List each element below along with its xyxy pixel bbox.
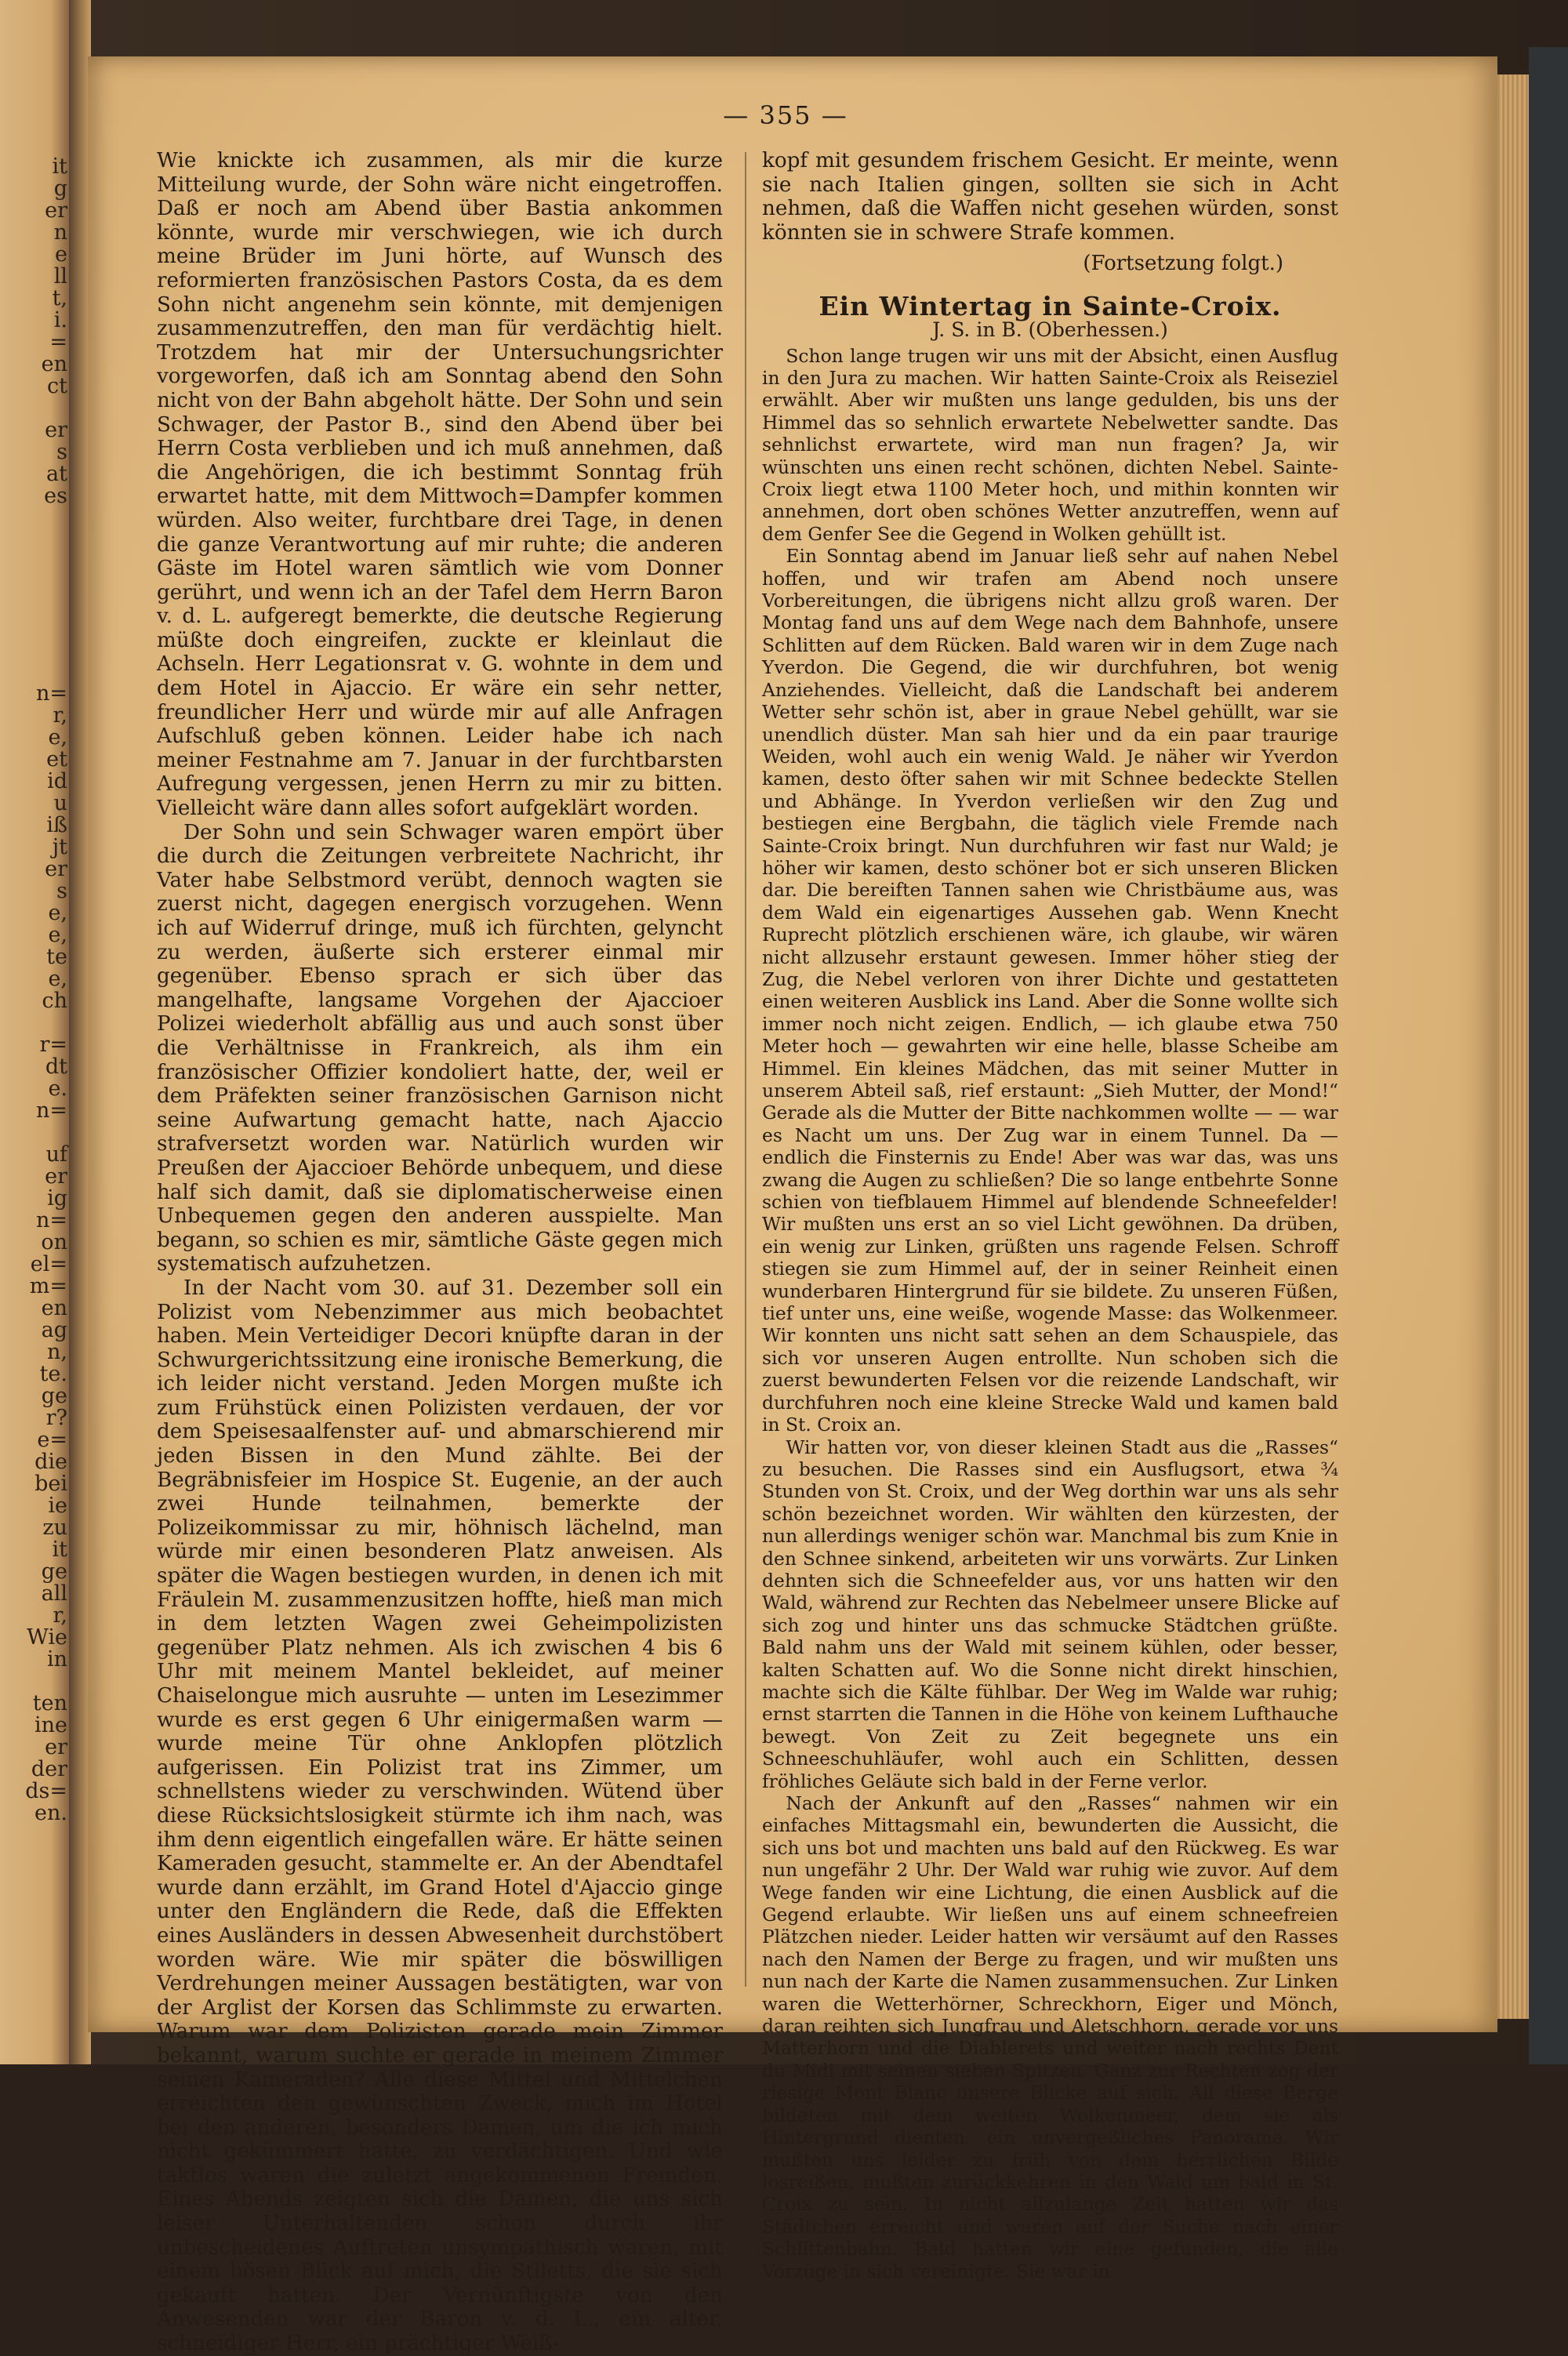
facing-page-fragment: te. xyxy=(39,1362,67,1386)
right-paragraph-3: Wir hatten vor, von dieser kleinen Stadt aus die „Rasses“ zu besuchen. Die Rasses sind ein Ausflugsort, etwa ¾ Stunden von St. Croix, und der Weg dorthin war uns als sehr schön bezeichnet worden. Wir wählten den kürzesten, der nun allerdings weniger schön war. Manchmal bis zum Knie in den Schnee sinkend, arbeiteten wir uns vorwärts. Zur Linken dehnten sich die Schneefelder aus, vor uns hatten wir den Wald, während zur Rechten das Nebelmeer unsere Blicke auf sich zog und hinter uns das schmucke Städtchen grüßte. Bald nahm uns der Wald mit seinem kühlen, oder besser, kalten Schatten auf. Wo die Sonne nicht direkt hinschien, machte sich die Kälte fühlbar. Der Weg im Walde war ruhig; ernst starrten die Tannen in die Höhe von keinem Lufthauche bewegt. Von Zeit zu Zeit begegnete uns ein Schneeschuhläufer, wohl auch ein Schlitten, dessen fröhliches Geläute sich bald in der Ferne verlor. xyxy=(762,1436,1338,1792)
facing-page-fragment: n, xyxy=(47,1340,67,1364)
book-cover-edge xyxy=(1529,47,1568,2064)
facing-page-fragment: e xyxy=(55,242,67,267)
facing-page-fragment: te xyxy=(46,945,67,969)
facing-page-fragment: all xyxy=(41,1581,67,1606)
facing-page-fragment: on xyxy=(41,1230,67,1254)
facing-page-fragment: ct xyxy=(47,374,67,398)
facing-page-fragment: ie xyxy=(48,1494,67,1518)
facing-page-fragment: zu xyxy=(42,1516,67,1540)
facing-page-fragment: ge xyxy=(41,1559,67,1584)
facing-page-fragment: er xyxy=(45,1735,67,1759)
facing-page-fragment: e= xyxy=(37,1428,67,1452)
facing-page-fragment: iß xyxy=(46,813,67,837)
facing-page-fragment: g xyxy=(53,176,67,201)
facing-page-fragment: i. xyxy=(53,308,67,332)
facing-page-fragment: er xyxy=(45,198,67,223)
facing-page-fragment: it xyxy=(52,1537,67,1562)
facing-page-fragment: ge xyxy=(41,1384,67,1408)
left-paragraph-3: In der Nacht vom 30. auf 31. Dezember soll ein Polizist vom Nebenzimmer aus mich beobachtet haben. Mein Verteidiger Decori knüpfte daran in der Schwurgerichtssitzung eine ironische Bemerkung, die ich leider nicht verstand. Jeden Morgen mußte ich zum Frühstück einen Polizisten verdauen, der vor dem Speisesaalfenster auf- und abmarschierend mir jeden Bissen in den Mund zählte. Bei der Begräbnisfeier im Hospice St. Eugenie, an der auch zwei Hunde teilnahmen, bemerkte der Polizeikommissar zu mir, höhnisch lächelnd, man würde mir einen besonderen Platz anweisen. Als später die Wagen bestiegen wurden, in denen ich mit Fräulein M. zusammenzusitzen hoffte, hieß man mich in dem letzten Wagen zwei Geheimpolizisten gegenüber Platz nehmen. Als ich zwischen 4 bis 6 Uhr mit meinem Mantel bekleidet, auf meiner Chaiselongue mich ausruhte — unten im Lesezimmer wurde es erst gegen 6 Uhr einigermaßen warm — wurde meine Tür ohne Anklopfen plötzlich aufgerissen. Ein Polizist trat ins Zimmer, um schnellstens wieder zu verschwinden. Wütend über diese Rücksichtslosigkeit stürmte ich ihm nach, was ihm denn eigentlich eingefallen wäre. Er hätte seinen Kameraden gesucht, stammelte er. An der Abendtafel wurde dann erzählt, im Grand Hotel d'Ajaccio ginge unter den Engländern die Rede, daß die Effekten eines Ausländers in dessen Abwesenheit durchstöbert worden wäre. Wie mir später die böswilligen Verdrehungen meiner Aussagen bestätigten, war von der Arglist der Korsen das Schlimmste zu erwarten. Warum war dem Polizisten gerade mein Zimmer bekannt, warum suchte er gerade in meinem Zimmer seinen Kameraden? Alle diese Mittel und Mittelchen erreichten den gewünschten Zweck, mich im Hotel bei den anderen, besonders Damen, um die ich mich nicht gekümmert hatte, zu verdächtigen. Und wie taktlos waren die zuletzt angekommenen Fremden. Eines Abends zeigten sich die Damen, die uns sich leiser Unterhaltenden schon durch ihr unbescheidenes Auftreten unsympathisch waren, mit einem bösen Blick auf mich, die Stiletts, die sie sich gekauft hatten. Der Vernünftigste von den Anwesenden war der Baron v. d. L., ein alter, schneidiger Herr, ein prächtiger Weiß- xyxy=(157,1276,723,2356)
facing-page-fragment: n xyxy=(53,220,67,245)
to-be-continued-note: (Fortsetzung folgt.) xyxy=(1083,252,1283,276)
page-number: — 355 — xyxy=(723,100,848,130)
facing-page-fragment: er xyxy=(45,418,67,442)
facing-page-fragment: ag xyxy=(41,1318,67,1342)
facing-page-fragment: r= xyxy=(39,1033,67,1057)
facing-page-fragment: ten xyxy=(32,1691,67,1715)
facing-page-fragment: e, xyxy=(48,967,67,991)
article-byline: J. S. in B. (Oberhessen.) xyxy=(932,318,1168,342)
facing-page-fragment: ig xyxy=(47,1186,67,1211)
article-title: Ein Wintertag in Sainte-Croix. xyxy=(818,290,1282,321)
facing-page-fragment: n= xyxy=(35,1098,67,1123)
right-paragraph-2: Ein Sonntag abend im Januar ließ sehr auf nahen Nebel hoffen, und wir trafen am Abend noch unsere Vorbereitungen, die übrigens nicht allzu groß waren. Der Montag fand uns auf dem Wege nach dem Bahnhofe, unsere Schlitten auf dem Rücken. Bald waren wir in dem Zuge nach Yverdon. Die Gegend, die wir durchfuhren, bot wenig Anziehendes. Vielleicht, daß die Landschaft bei anderem Wetter sehr schön ist, aber in graue Nebel gehüllt, war sie unendlich düster. Man sah hier und da ein paar traurige Weiden, wohl auch ein wenig Wald. Je näher wir Yverdon kamen, desto öfter sahen wir mit Schnee bedeckte Stellen und Abhänge. In Yverdon verließen wir den Zug und bestiegen eine Bergbahn, die täglich viele Fremde nach Sainte-Croix bringt. Nun durchfuhren wir fast nur Wald; je höher wir kamen, desto schöner bot er sich unseren Blicken dar. Die bereiften Tannen sahen wie Christbäume aus, was dem Wald ein eigenartiges Aussehen gab. Wenn Knecht Ruprecht plötzlich erschienen wäre, ich glaube, wir wären nicht allzusehr erstaunt gewesen. Immer höher stieg der Zug, die Nebel verloren von ihrer Dichte und gestatteten einen weiteren Ausblick ins Land. Aber die Sonne wollte sich immer noch nicht zeigen. Endlich, — ich glaube etwa 750 Meter hoch — gewahrten wir eine helle, blasse Scheibe am Himmel. Ein kleines Mädchen, das mit seiner Mutter in unserem Abteil saß, rief erstaunt: „Sieh Mutter, der Mond!“ Gerade als die Mutter der Bitte nachkommen wollte — — war es Nacht um uns. Der Zug war in einem Tunnel. Da — endlich die Finsternis zu Ende! Aber was war das, was uns zwang die Augen zu schließen? Die so lange entbehrte Sonne schien von tiefblauem Himmel auf blendende Schneefelder! Wir mußten uns erst an so viel Licht gewöhnen. Da drüben, ein wenig zur Linken, grüßten uns ragende Felsen. Schroff stiegen sie zum Himmel auf, der in seiner Reinheit einen wunderbaren Hintergrund für sie bildete. Zu unseren Füßen, tief unter uns, eine weiße, wogende Masse: das Wolkenmeer. Wir konnten uns nicht satt sehen an dem Schauspiele, das sich vor unseren Augen entrollte. Nun schoben sich die zuerst bewunderten Felsen vor die reizende Landschaft, wir durchfuhren noch eine kleine Strecke Wald und kamen bald in St. Croix an. xyxy=(762,545,1338,1436)
continuation-paragraph: kopf mit gesundem frischem Gesicht. Er meinte, wenn sie nach Italien gingen, sollten sie sich in Acht nehmen, daß die Waffen nicht gesehen würden, sonst könnten sie in schwere Strafe kommen. xyxy=(762,149,1338,245)
facing-page-fragment: et xyxy=(46,747,67,771)
facing-page-fragment: die xyxy=(34,1450,67,1474)
facing-page-fragment: uf xyxy=(45,1142,67,1167)
facing-page-fragment: Wie xyxy=(27,1625,67,1650)
newspaper-page xyxy=(88,56,1497,2356)
facing-page-fragment: e. xyxy=(48,1076,67,1101)
facing-page-fragment: en xyxy=(41,352,67,376)
facing-page-fragment: bei xyxy=(34,1472,67,1496)
facing-page-fragment: e, xyxy=(48,901,67,925)
facing-page-fragment: it xyxy=(52,154,67,179)
facing-page-fragment: er xyxy=(45,857,67,881)
left-paragraph-1: Wie knickte ich zusammen, als mir die kurze Mitteilung wurde, der Sohn wäre nicht eingetroffen. Daß er noch am Abend über Bastia ankommen könnte, wurde mir verschwiegen, wie ich durch meine Brüder im Juni hörte, auf Wunsch des reformierten französischen Pastors Costa, da es dem Sohn nicht angenehm sein könnte, mit demjenigen zusammenzutreffen, den man für verdächtig hielt. Trotzdem hat mir der Untersuchungsrichter vorgeworfen, daß ich am Sonntag abend den Sohn nicht von der Bahn abgeholt hätte. Der Sohn und sein Schwager, der Pastor B., sind den Abend über bei Herrn Costa verblieben und ich muß annehmen, daß die Angehörigen, die ich bestimmt Sonntag früh erwartet hatte, mit dem Mittwoch=Dampfer kommen würden. Also weiter, furchtbare drei Tage, in denen die ganze Verantwortung auf mir ruhte; die anderen Gäste im Hotel waren sämtlich wie vom Donner gerührt, und wenn ich an der Tafel dem Herrn Baron v. d. L. aufgeregt bemerkte, die deutsche Regierung müßte doch eingreifen, zuckte er kleinlaut die Achseln. Herr Legationsrat v. G. wohnte in dem und dem Hotel in Ajaccio. Er wäre ein sehr netter, freundlicher Herr und würde mir auf alle Anfragen Aufschluß geben können. Leider habe ich nach meiner Festnahme am 7. Januar in der furchtbarsten Aufregung vergessen, jenen Herrn zu mir zu bitten. Vielleicht wäre dann alles sofort aufgeklärt worden. xyxy=(157,149,723,821)
facing-page-fragment: e, xyxy=(48,923,67,947)
facing-page-fragment: r? xyxy=(45,1406,67,1430)
facing-page-fragment: in xyxy=(46,1647,67,1672)
facing-page-fragment: m= xyxy=(29,1274,67,1298)
facing-page-fragment: el= xyxy=(30,1252,67,1276)
column-divider xyxy=(745,152,746,1987)
right-column xyxy=(762,149,1338,2282)
facing-page-fragment: t, xyxy=(52,286,67,310)
facing-page-fragment: u xyxy=(53,791,67,815)
right-paragraph-1: Schon lange trugen wir uns mit der Absicht, einen Ausflug in den Jura zu machen. Wir hatten Sainte-Croix als Reiseziel erwählt. Aber wir mußten uns lange gedulden, bis uns der Himmel das so sehnlich erwartete Nebelwetter sandte. Das sehnlichst erwartete, wird man nun fragen? Ja, wir wünschten uns einen recht schönen, dichten Nebel. Sainte-Croix liegt etwa 1100 Meter hoch, und mithin konnten wir annehmen, dort oben schönes Wetter anzutreffen, wenn auf dem Genfer See die Gegend in Wolken gehüllt ist. xyxy=(762,344,1338,545)
left-column xyxy=(157,149,723,2356)
facing-page-fragment: dt xyxy=(45,1055,67,1079)
facing-page-fragment: id xyxy=(47,769,67,793)
facing-page-fragment: ds= xyxy=(25,1779,67,1803)
facing-page-fragment: ine xyxy=(34,1713,67,1737)
facing-page-fragment: ch xyxy=(42,989,67,1013)
facing-page-fragment: der xyxy=(31,1757,67,1781)
facing-page-fragment: = xyxy=(49,330,67,354)
facing-page-fragment: es xyxy=(44,484,67,508)
facing-page-fragment: s xyxy=(56,879,67,903)
facing-page-fragment: r, xyxy=(53,1603,67,1628)
facing-page-fragment: en. xyxy=(34,1801,67,1825)
facing-page-fragment: n= xyxy=(35,1208,67,1232)
facing-page-fragment: en xyxy=(41,1296,67,1320)
facing-page-fragment: er xyxy=(45,1164,67,1189)
facing-page-fragment: at xyxy=(46,462,67,486)
right-paragraph-4: Nach der Ankunft auf den „Rasses“ nahmen wir ein einfaches Mittagsmahl ein, bewunderten die Aussicht, die sich uns bot und machten uns bald auf den Rückweg. Es war nun ungefähr 2 Uhr. Der Wald war ruhig wie zuvor. Auf dem Wege fanden wir eine Lichtung, die einen Ausblick auf die Gegend erlaubte. Wir ließen uns auf einem schneefreien Plätzchen nieder. Leider hatten wir versäumt auf den Rasses nach den Namen der Berge zu fragen, und wir mußten uns nun nach der Karte die Namen zusammensuchen. Zur Linken waren die Wetterhörner, Schreckhorn, Eiger und Mönch, daran reihten sich Jungfrau und Aletschhorn, gerade vor uns Matterhorn und die Diablerets und weiter nach rechts Dent du Midi mit seinen sieben Spitzen. Ganz zur Rechten zog der riesige Mont Blanc unsere Blicke auf sich. All diese Berge bildeten mit dem weiten Wolkenmeer, dem sie als Hintergrund dienten, ein unvergeßliches Panorama. Wir mußten uns leider zu früh von dem herrlichen Bilde losreißen, mußten zurückkehren in den Wald um bald in St. Croix zu sein. In nicht allzulange Zeit hatten wir das Städtchen erreicht und waren auf der Suche nach einer Schlittenbahn. Bald hatten wir eine gefunden, die alle Vorzüge in sich vereinigte. Sie war in xyxy=(762,1792,1338,2282)
facing-page-fragment: r, xyxy=(53,703,67,728)
facing-page-fragment: s xyxy=(56,440,67,464)
left-paragraph-2: Der Sohn und sein Schwager waren empört über die durch die Zeitungen verbreitete Nachricht, ihr Vater habe Selbstmord verübt, dennoch wagten sie zuerst nicht, dagegen energisch vorzugehen. Wenn ich auf Widerruf dringe, muß ich fürchten, gelyncht zu werden, äußerte sich ersterer einmal mir gegenüber. Ebenso sprach er sich über das mangelhafte, langsame Vorgehen der Ajaccioer Polizei wiederholt abfällig aus und auch sonst über die Verhältnisse in Frankreich, als ihm ein französischer Offizier kondoliert hatte, der, weil er dem Präfekten seiner französischen Garnison nicht seine Aufwartung gemacht hatte, nach Ajaccio strafversetzt worden war. Natürlich wurden wir Preußen der Ajaccioer Behörde unbequem, und diese half sich damit, daß sie diplomatischerweise einen Unbequemen gegen den anderen ausspielte. Man begann, so schien es mir, sämtliche Gäste gegen mich systematisch aufzuhetzen. xyxy=(157,820,723,1276)
facing-page-edge xyxy=(0,0,72,2064)
facing-page-fragment: n= xyxy=(35,681,67,706)
facing-page-fragment: jt xyxy=(52,835,67,859)
facing-page-fragment: e, xyxy=(48,725,67,750)
facing-page-fragment: ll xyxy=(53,264,67,289)
